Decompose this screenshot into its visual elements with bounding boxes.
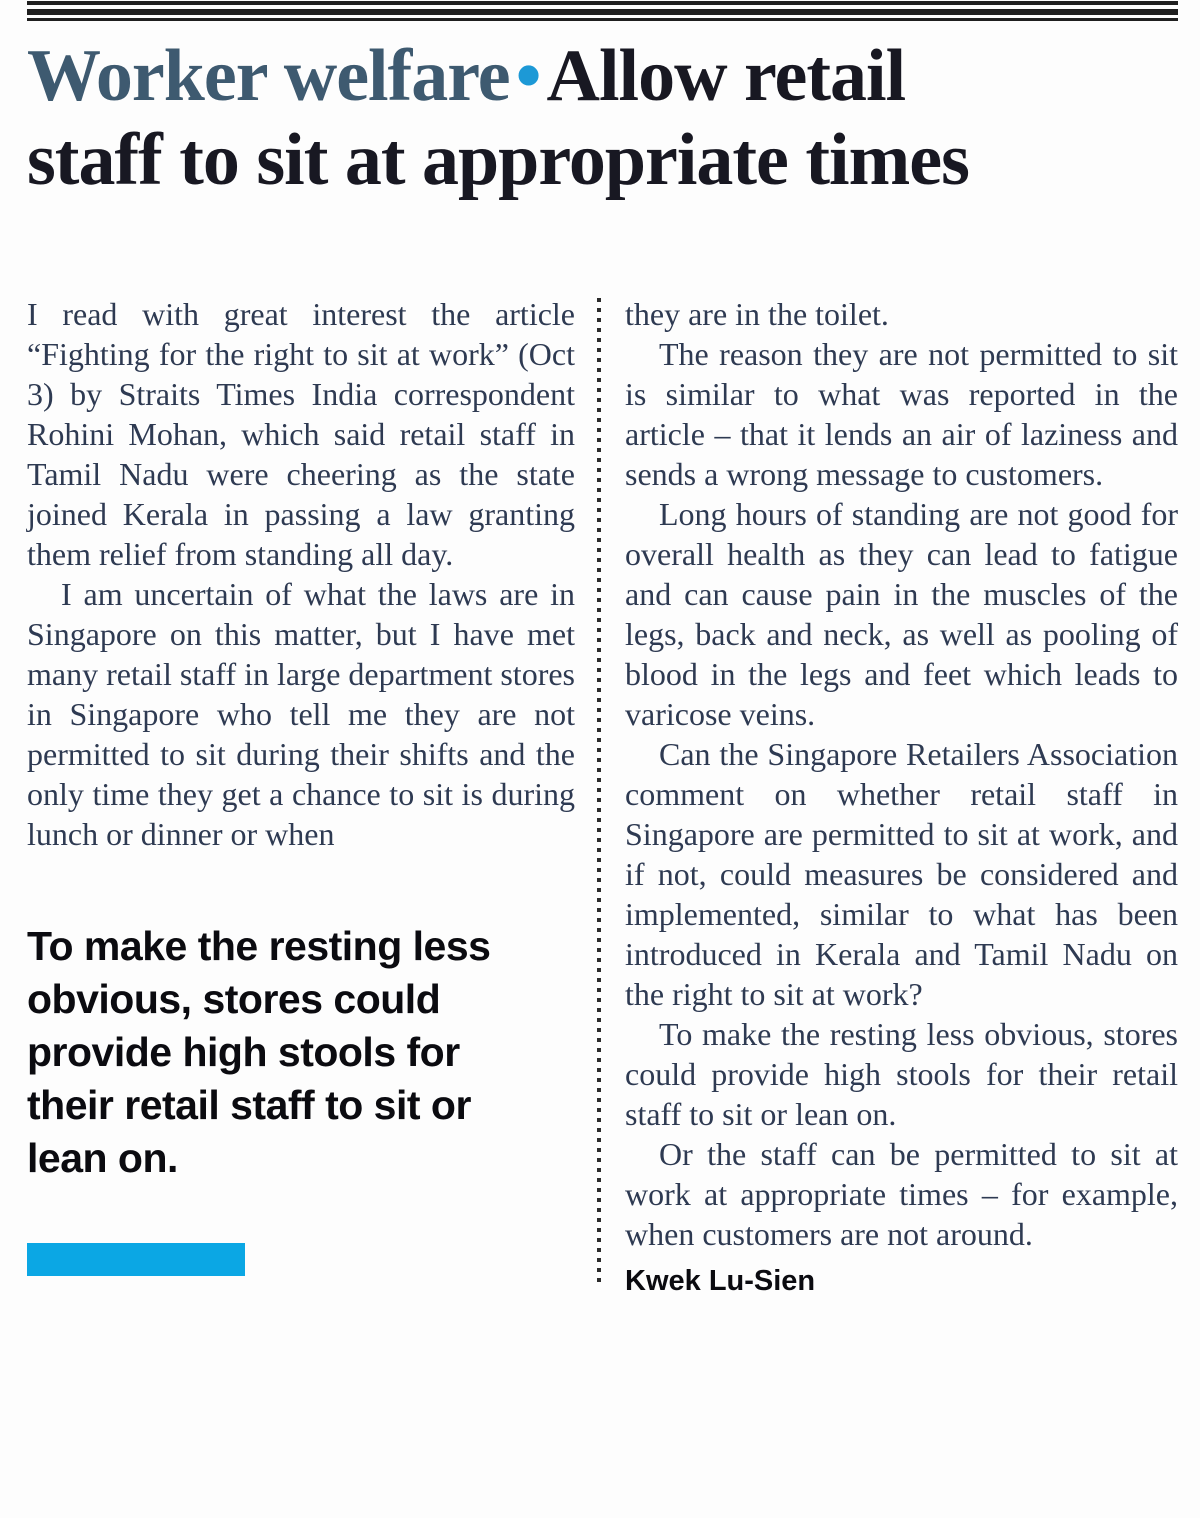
masthead-rule — [27, 1, 1178, 5]
paragraph: To make the resting less obvious, stores could provide high stools for their retail staff to sit or lean on. — [625, 1016, 1178, 1132]
masthead-rules — [27, 0, 1178, 21]
paragraph: The reason they are not permitted to sit is similar to what was reported in the article – that it lends an air of laziness and sends a wrong message to customers. — [625, 336, 1178, 492]
article-columns — [27, 294, 1178, 1298]
headline-kicker: Worker welfare — [27, 35, 510, 117]
masthead-rule — [27, 18, 1178, 21]
author-byline: Kwek Lu-Sien — [625, 1265, 816, 1297]
paragraph: Or the staff can be permitted to sit at work at appropriate times – for example, when customers are not around. — [625, 1136, 1178, 1252]
pull-quote: To make the resting less obvious, stores could provide high stools for their retail staff to sit or lean on. — [27, 923, 491, 1181]
paragraph: Long hours of standing are not good for overall health as they can lead to fatigue and can cause pain in the muscles of the legs, back and neck, as well as pooling of blood in the legs and feet which leads to varicose veins. — [625, 496, 1178, 732]
headline-title: Allow retail staff to sit at appropriate times — [27, 35, 969, 201]
masthead-rule — [27, 9, 1178, 15]
column-divider — [597, 298, 601, 1284]
left-column — [27, 294, 575, 1298]
paragraph: Can the Singapore Retailers Association comment on whether retail staff in Singapore are permitted to sit at work, and if not, could measures be considered and implemented, similar to what has been introduced in Kerala and Tamil Nadu on the right to sit at work? — [625, 736, 1178, 1012]
paragraph: I read with great interest the article “Fighting for the right to sit at work” (Oct 3) by Straits Times India correspondent Rohini Mohan, which said retail staff in Tamil Nadu were cheering as the state joined Kerala in passing a law granting them relief from standing all day. — [27, 296, 575, 572]
highlight-bar — [27, 1243, 245, 1276]
right-column — [625, 294, 1178, 1298]
paragraph: they are in the toilet. — [625, 296, 889, 332]
paragraph: I am uncertain of what the laws are in Singapore on this matter, but I have met many retail staff in large department stores in Singapore who tell me they are not permitted to sit during their shifts and the only time they get a chance to sit is during lunch or dinner or when — [27, 576, 575, 852]
bullet-icon: • — [515, 35, 541, 117]
headline — [27, 34, 1027, 202]
